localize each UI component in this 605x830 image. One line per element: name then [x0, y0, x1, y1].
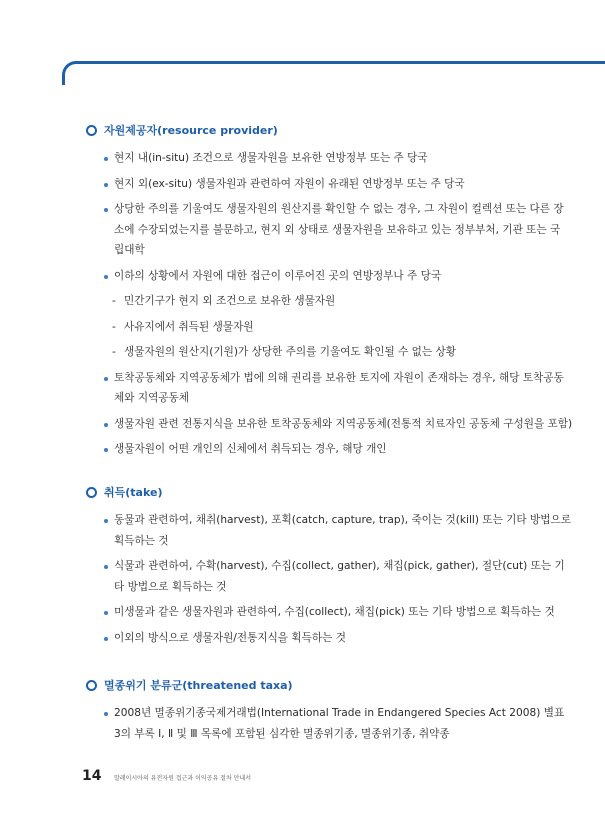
bullet-dot-icon — [104, 183, 108, 187]
page-corner-decoration — [62, 61, 605, 85]
line-text: 타 방법으로 획득하는 것 — [114, 580, 227, 593]
bullet-list-line — [114, 178, 465, 191]
line-text: 식물과 관련하여, 수확(harvest), 수집(collect, gather), 채집(pick, gather), 절단(cut) 또는 기 — [114, 560, 565, 572]
bullet-dot-icon — [104, 611, 108, 615]
line-text: 체와 지역공동체 — [114, 392, 190, 404]
line-text: 현지 외(ex-situ) 생물자원과 관련하여 자원이 유래된 연방정부 또는 주 당국 — [114, 177, 465, 190]
line-text: 사유지에서 취득된 생물자원 — [124, 320, 254, 333]
line-text: 립대학 — [114, 244, 145, 256]
bullet-dot-icon — [104, 377, 108, 381]
line-text: 2008년 멸종위기종국제거래법(International Trade in Endangered Species Act 2008) 별표 — [114, 707, 565, 719]
line-text: 3의 부록 Ⅰ, Ⅱ 및 Ⅲ 목록에 포함된 심각한 멸종위기종, 멸종위기종, 취약종 — [114, 727, 450, 740]
bullet-dot-icon — [104, 712, 108, 716]
line-text: 이하의 상황에서 자원에 대한 접근이 이루어진 곳의 연방정부나 주 당국 — [114, 269, 442, 282]
line-text: 상당한 주의를 기울여도 생물자원의 원산지를 확인할 수 없는 경우, 그 자원이 컬렉션 또는 다른 장 — [114, 203, 564, 215]
bullet-list-line — [114, 152, 428, 165]
bullet-list-line — [114, 535, 169, 548]
section-title: 멸종위기 분류군(threatened taxa) — [104, 679, 293, 692]
bullet-dot-icon — [104, 157, 108, 161]
line-text: 획득하는 것 — [114, 534, 169, 547]
line-text: 소에 수장되었는지를 불문하고, 현지 외 상태로 생물자원을 보유하고 있는 정부부처, 기관 또는 국 — [114, 223, 561, 236]
line-text: 생물자원 관련 전통지식을 보유한 토착공동체와 지역공동체(전통적 치료자인 공동체 구성원을 포함) — [114, 417, 573, 430]
line-text: 현지 내(in-situ) 조건으로 생물자원을 보유한 연방정부 또는 주 당국 — [114, 152, 428, 164]
circle-bullet-icon — [86, 487, 97, 498]
bullet-list-line — [114, 443, 387, 456]
bullet-list-line — [114, 632, 346, 645]
bullet-dot-icon — [104, 275, 108, 279]
bullet-list-line — [114, 244, 145, 257]
line-text: 민간기구가 현지 외 조건으로 보유한 생물자원 — [124, 295, 336, 307]
bullet-list-line — [114, 606, 555, 619]
bullet-list-line — [114, 581, 226, 594]
circle-bullet-icon — [86, 680, 97, 691]
section-heading — [86, 676, 293, 694]
dash-marker-icon: - — [112, 346, 116, 358]
bullet-list-line — [114, 560, 565, 573]
bullet-list-line — [114, 270, 441, 283]
line-text: 생물자원의 원산지(기원)가 상당한 주의를 기울여도 확인될 수 없는 상황 — [124, 346, 456, 358]
line-text: 동물과 관련하여, 채취(harvest), 포획(catch, capture, trap), 죽이는 것(kill) 또는 기타 방법으로 — [114, 514, 571, 526]
bullet-list-line — [114, 372, 564, 385]
bullet-dot-icon — [104, 448, 108, 452]
page-number: 14 — [82, 768, 102, 784]
bullet-list-line — [114, 728, 450, 741]
circle-bullet-icon — [86, 125, 97, 136]
line-text: 미생물과 같은 생물자원과 관련하여, 수집(collect), 채집(pick) 또는 기타 방법으로 획득하는 것 — [114, 606, 555, 618]
section-heading — [86, 483, 162, 501]
footer-doc-title: 말레이시아의 유전자원 접근과 이익공유 절차 안내서 — [114, 775, 252, 782]
bullet-list-line — [114, 514, 571, 527]
dash-list-line — [112, 320, 254, 334]
line-text: 생물자원이 어떤 개인의 신체에서 취득되는 경우, 해당 개인 — [114, 443, 387, 455]
bullet-dot-icon — [104, 208, 108, 212]
bullet-list-line — [114, 392, 189, 405]
bullet-dot-icon — [104, 519, 108, 523]
line-text: 이외의 방식으로 생물자원/전통지식을 획득하는 것 — [114, 631, 346, 644]
dash-marker-icon: - — [112, 320, 116, 333]
dash-marker-icon: - — [112, 295, 116, 307]
dash-list-line — [112, 346, 456, 359]
bullet-list-line — [114, 707, 564, 720]
bullet-list-line — [114, 418, 572, 431]
section-title: 자원제공자(resource provider) — [104, 124, 278, 137]
bullet-list-line — [114, 203, 564, 216]
dash-list-line — [112, 295, 336, 308]
line-text: 토착공동체와 지역공동체가 법에 의해 권리를 보유한 토지에 자원이 존재하는 경우, 해당 토착공동 — [114, 371, 564, 384]
section-heading — [86, 121, 278, 139]
bullet-list-line — [114, 224, 560, 237]
section-title: 취득(take) — [104, 486, 163, 499]
bullet-dot-icon — [104, 637, 108, 641]
bullet-dot-icon — [104, 565, 108, 569]
bullet-dot-icon — [104, 423, 108, 427]
